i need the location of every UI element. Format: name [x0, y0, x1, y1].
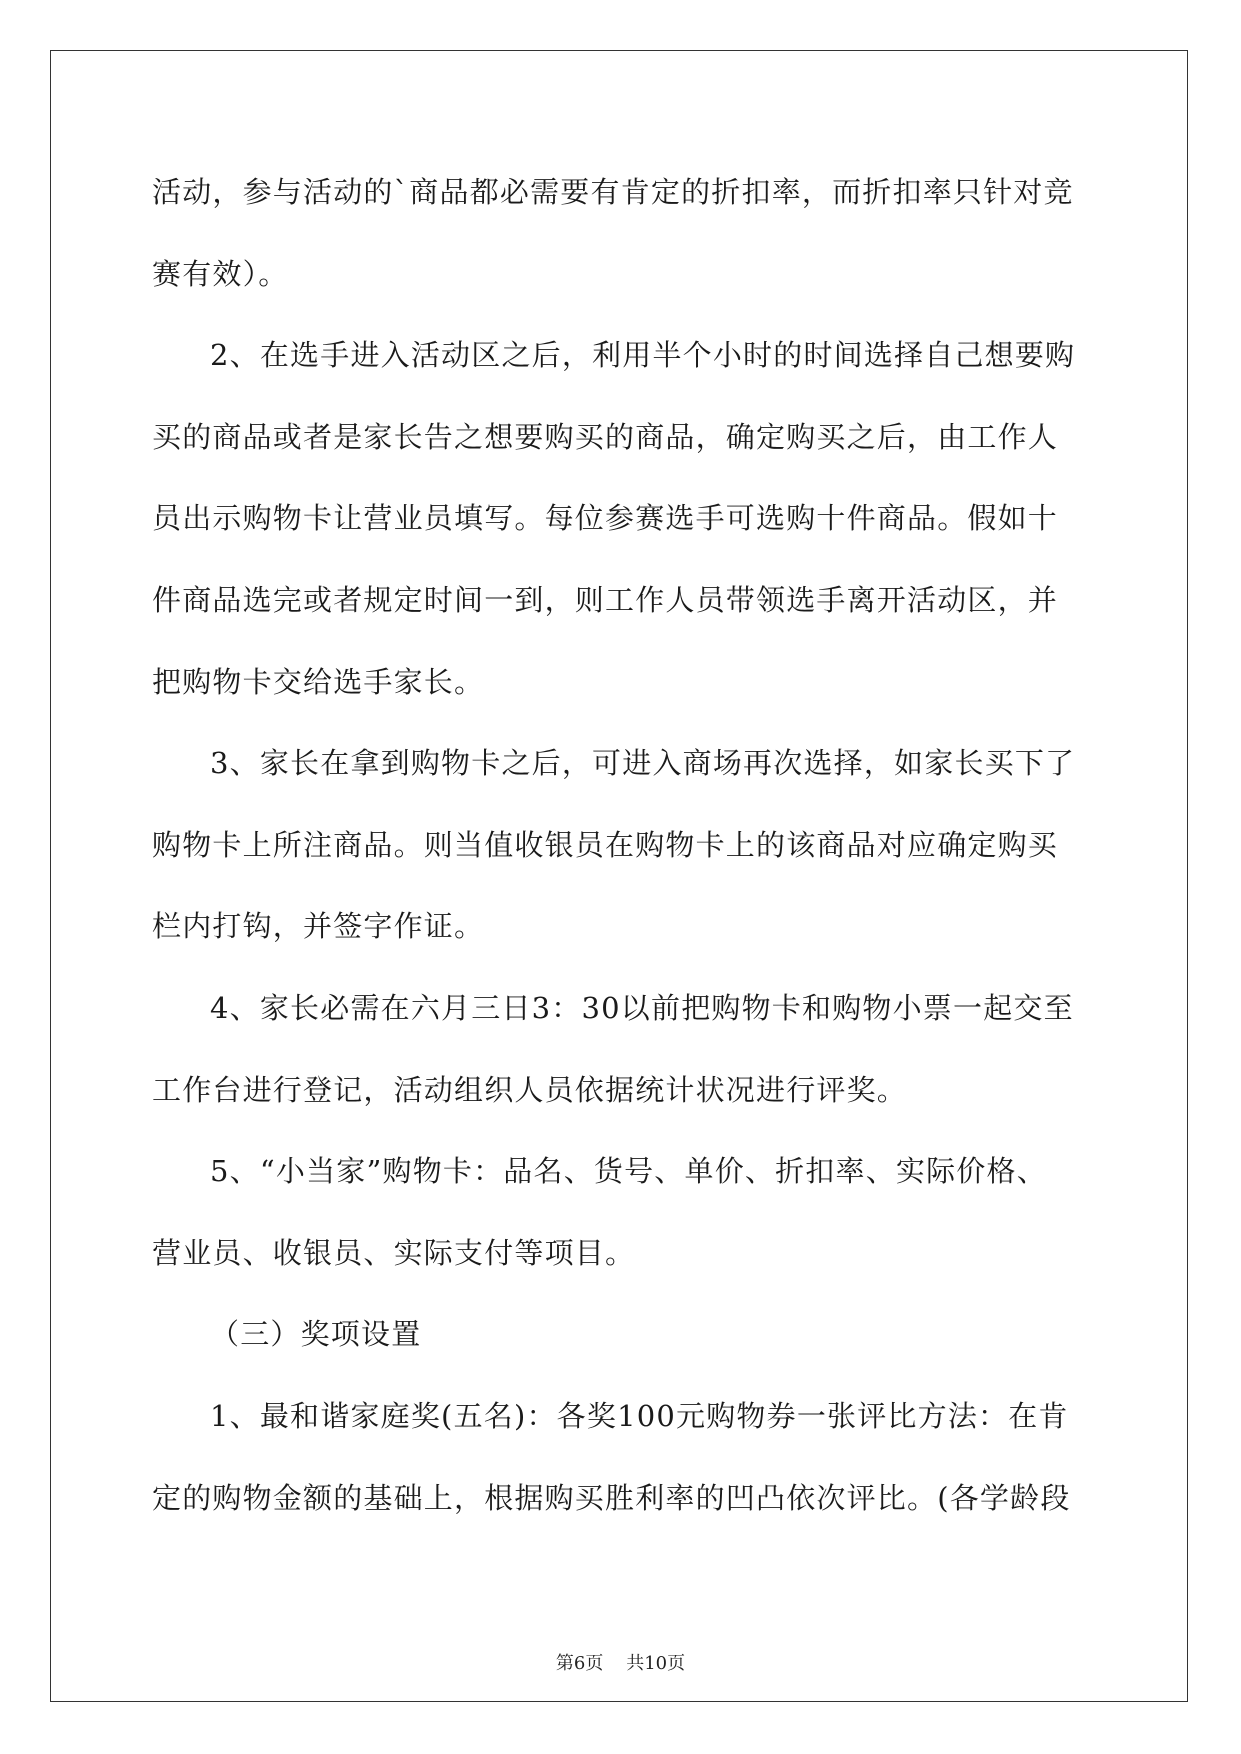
- text-line: 件商品选完或者规定时间一到，则工作人员带领选手离开活动区，并: [152, 582, 1059, 617]
- text-line: 赛有效）。: [152, 256, 289, 291]
- page-number: 第6页: [555, 1653, 604, 1674]
- document-body: [152, 152, 1089, 1539]
- text-line: 把购物卡交给选手家长。: [152, 664, 485, 699]
- text-line: （三）奖项设置: [210, 1317, 422, 1352]
- text-line: 1、最和谐家庭奖(五名)：各奖100元购物券一张评比方法：在肯: [210, 1398, 1069, 1433]
- text-line: 员出示购物卡让营业员填写。每位参赛选手可选购十件商品。假如十: [152, 501, 1059, 536]
- text-line: 栏内打钩，并签字作证。: [152, 909, 485, 944]
- text-line: 5、“小当家”购物卡：品名、货号、单价、折扣率、实际价格、: [210, 1154, 1047, 1189]
- text-line: 工作台进行登记，活动组织人员依据统计状况进行评奖。: [152, 1072, 908, 1107]
- text-line: 购物卡上所注商品。则当值收银员在购物卡上的该商品对应确定购买: [152, 827, 1059, 862]
- page-footer: [0, 1653, 1241, 1675]
- text-line: 营业员、收银员、实际支付等项目。: [152, 1235, 636, 1270]
- text-line: 活动，参与活动的`商品都必需要有肯定的折扣率，而折扣率只针对竞: [152, 175, 1074, 209]
- text-line: 定的购物金额的基础上，根据购买胜利率的凹凸依次评比。(各学龄段: [152, 1480, 1071, 1515]
- text-line: 4、家长必需在六月三日3：30以前把购物卡和购物小票一起交至: [210, 990, 1074, 1025]
- text-line: 买的商品或者是家长告之想要购买的商品，确定购买之后，由工作人: [152, 419, 1059, 454]
- text-line: 3、家长在拿到购物卡之后，可进入商场再次选择，如家长买下了: [210, 746, 1076, 781]
- text-line: 2、在选手进入活动区之后，利用半个小时的时间选择自己想要购: [210, 338, 1076, 373]
- page-total: 共10页: [626, 1653, 686, 1674]
